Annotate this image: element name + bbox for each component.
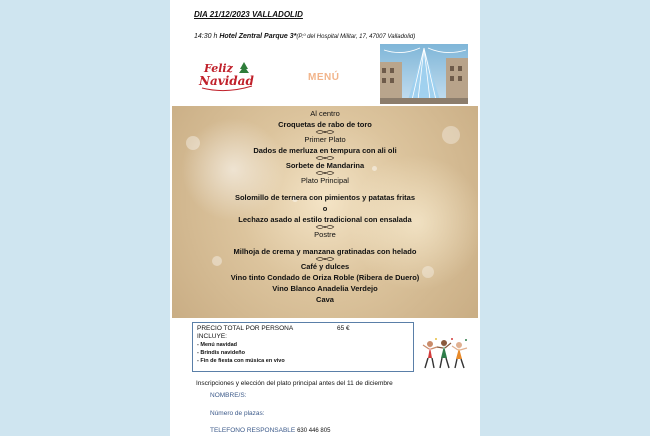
menu-dish: Café y dulces <box>300 262 350 271</box>
menu-dish: Lechazo asado al estilo tradicional con ensalada <box>238 215 412 224</box>
menu-section-title: Postre <box>314 230 336 239</box>
dancing-people-illustration <box>422 336 470 370</box>
menu-dish: Vino Blanco Anadelia Verdejo <box>272 284 378 293</box>
includes-title: INCLUYE: <box>197 333 227 340</box>
price-value: 65 € <box>337 325 350 332</box>
venue-name: Hotel Zentral Parque 3* <box>219 33 297 40</box>
menu-card <box>172 106 478 318</box>
price-box <box>192 322 414 372</box>
phone-label: TELEFONO RESPONSABLE <box>210 427 296 434</box>
menu-dish: Milhoja de crema y manzana gratinadas con helado <box>233 247 417 256</box>
price-label: PRECIO TOTAL POR PERSONA <box>197 325 294 332</box>
phone-line <box>210 427 330 434</box>
include-item: - Fin de fiesta con música en vivo <box>197 358 285 364</box>
price-row <box>197 325 409 333</box>
seats-label: Número de plazas: <box>210 410 265 417</box>
menu-heading: MENÚ <box>308 72 340 83</box>
logo-word-navidad: Navidad <box>199 74 254 88</box>
christmas-lights-photo <box>380 44 468 104</box>
flyer-page <box>170 0 480 436</box>
menu-section-title: Al centro <box>310 109 340 118</box>
divider-swirl-icon <box>315 171 335 175</box>
feliz-navidad-logo-art <box>196 58 256 94</box>
menu-dish: Solomillo de ternera con pimientos y patatas fritas <box>234 193 416 202</box>
include-item: - Brindis navideño <box>197 350 245 356</box>
divider-swirl-icon <box>315 225 335 229</box>
event-time: 14:30 h <box>194 33 218 40</box>
menu-dish: Dados de merluza en tempura con ali oli <box>253 146 397 155</box>
menu-dish: Vino tinto Condado de Oriza Roble (Ribera de Duero) <box>230 273 420 282</box>
menu-dish: Croquetas de rabo de toro <box>278 120 372 129</box>
event-date: DIA 21/12/2023 VALLADOLID <box>194 10 303 19</box>
logo-word-feliz: Feliz <box>204 62 233 75</box>
menu-section-title: Plato Principal <box>301 176 349 185</box>
dancing-people-art <box>422 336 470 370</box>
event-venue-line <box>194 33 480 40</box>
registration-note: Inscripciones y elección del plato principal antes del 11 de diciembre <box>196 380 393 387</box>
menu-dish: Cava <box>316 295 334 304</box>
name-label: NOMBRE/S: <box>210 392 247 399</box>
divider-swirl-icon <box>315 130 335 134</box>
menu-or-separator: o <box>322 204 328 213</box>
venue-address: (P.º del Hospital Militar, 17, 47007 Valladolid) <box>296 34 416 40</box>
include-item: - Menú navidad <box>197 342 238 348</box>
divider-swirl-icon <box>315 156 335 160</box>
feliz-navidad-logo <box>196 58 256 94</box>
phone-number: 630 446 805 <box>297 428 331 434</box>
menu-dish: Sorbete de Mandarina <box>285 161 365 170</box>
menu-section-title: Primer Plato <box>304 135 346 144</box>
divider-swirl-icon <box>315 257 335 261</box>
christmas-lights-photo-art <box>380 44 468 104</box>
menu-lines <box>172 108 478 305</box>
